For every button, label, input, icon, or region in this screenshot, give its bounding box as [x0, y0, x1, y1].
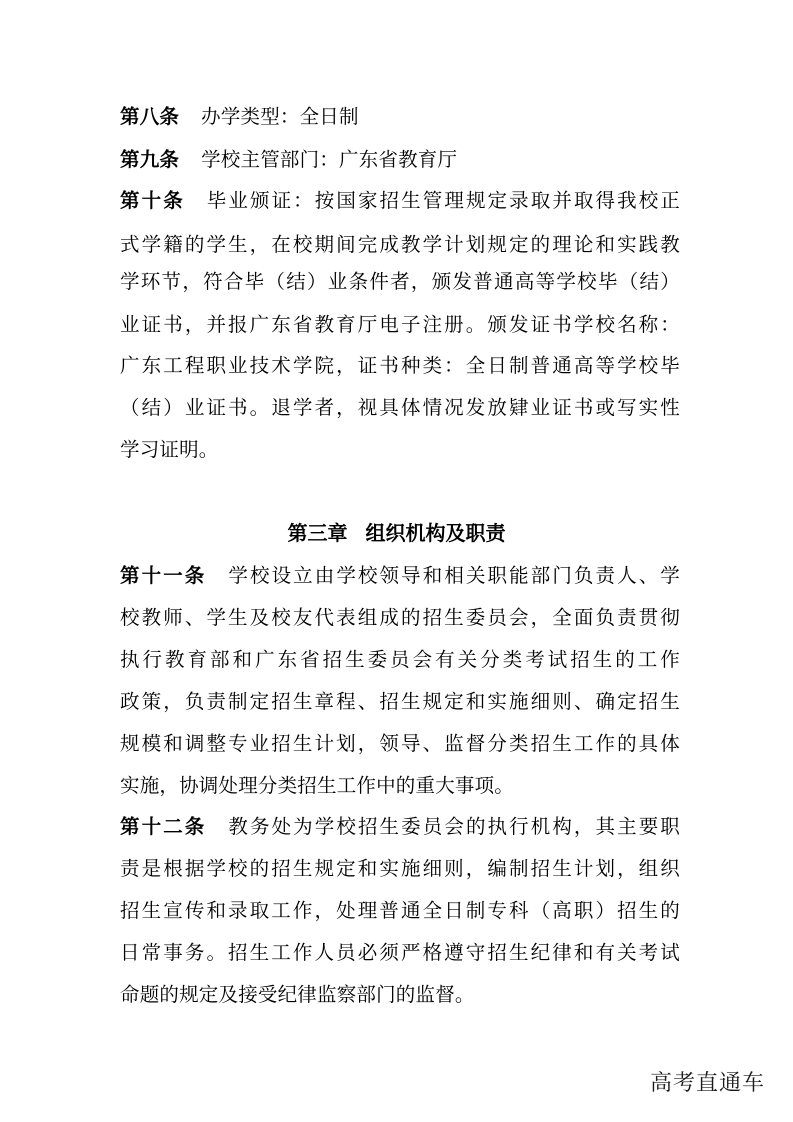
article-11-label: 第十一条 — [120, 564, 207, 587]
article-10-line-5: 广东工程职业技术学院，证书种类：全日制普通高等学校毕 — [120, 354, 680, 377]
article-11-line-6: 实施，协调处理分类招生工作中的重大事项。 — [120, 774, 515, 797]
article-12-text-1: 教务处为学校招生委员会的执行机构，其主要职 — [228, 815, 680, 838]
article-12-line-1 — [120, 813, 680, 841]
article-11-line-5: 规模和调整专业招生计划，领导、监督分类招生工作的具体 — [120, 732, 680, 755]
article-10-line-6: （结）业证书。退学者，视具体情况发放肄业证书或写实性 — [120, 396, 680, 419]
article-12-line-2: 责是根据学校的招生规定和实施细则，编制招生计划，组织 — [120, 857, 680, 880]
watermark-text: 高考直通车 — [649, 1071, 765, 1096]
article-12-line-5: 命题的规定及接受纪律监察部门的监督。 — [120, 983, 475, 1006]
article-11-text-1: 学校设立由学校领导和相关职能部门负责人、学 — [228, 564, 680, 587]
article-10-line-2: 式学籍的学生，在校期间完成教学计划规定的理论和实践教 — [120, 233, 680, 256]
article-9 — [120, 146, 680, 174]
article-9-text: 学校主管部门：广东省教育厅 — [201, 148, 458, 171]
chapter-heading — [0, 519, 793, 547]
article-8 — [120, 103, 680, 131]
article-12-line-4: 日常事务。招生工作人员必须严格遵守招生纪律和有关考试 — [120, 941, 680, 964]
chapter-number: 第三章 — [287, 521, 348, 545]
article-10-line-3: 学环节，符合毕（结）业条件者，颁发普通高等学校毕（结） — [120, 270, 680, 293]
article-11-line-4: 政策，负责制定招生章程、招生规定和实施细则、确定招生 — [120, 690, 680, 713]
article-11-line-2: 校教师、学生及校友代表组成的招生委员会，全面负责贯彻 — [120, 606, 680, 629]
article-9-label: 第九条 — [120, 148, 180, 171]
article-10-line-7: 学习证明。 — [120, 438, 219, 461]
article-8-label: 第八条 — [120, 105, 180, 128]
article-8-text: 办学类型：全日制 — [201, 105, 359, 128]
article-10-line-4: 业证书，并报广东省教育厅电子注册。颁发证书学校名称： — [120, 313, 680, 336]
article-12-label: 第十二条 — [120, 815, 207, 838]
article-12-line-3: 招生宣传和录取工作，处理普通全日制专科（高职）招生的 — [120, 899, 680, 922]
article-11-line-1 — [120, 562, 680, 590]
chapter-title: 组织机构及职责 — [365, 521, 506, 545]
article-10-label: 第十条 — [120, 189, 185, 212]
article-10-line-1 — [120, 187, 680, 215]
article-11-line-3: 执行教育部和广东省招生委员会有关分类考试招生的工作 — [120, 648, 680, 671]
article-10-text-1: 毕业颁证：按国家招生管理规定录取并取得我校正 — [206, 189, 680, 212]
